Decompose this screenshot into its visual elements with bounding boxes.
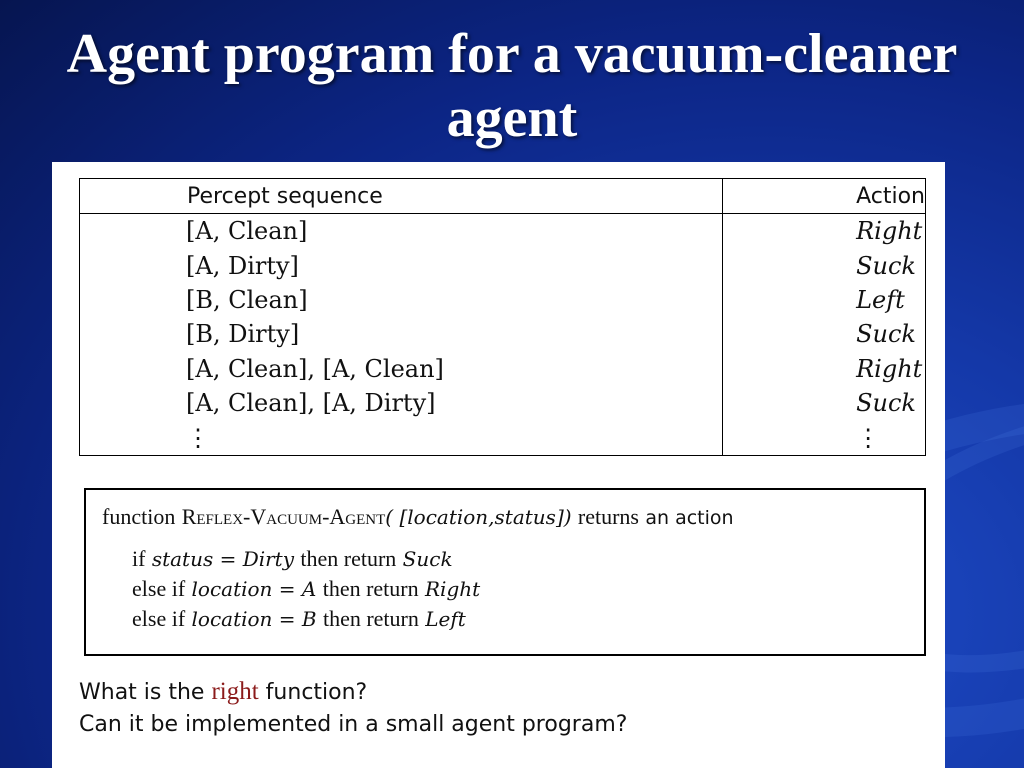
- keyword-function: function: [102, 504, 176, 529]
- table-row: [80, 317, 926, 351]
- accent-word-right: right: [211, 678, 259, 705]
- keyword: then return: [322, 576, 419, 601]
- condition: status = Dirty: [151, 547, 295, 571]
- action-cell: Right: [856, 354, 923, 383]
- percept-cell: [A, Clean]: [80, 214, 723, 249]
- code-line: [132, 606, 466, 632]
- code-line: [132, 546, 453, 572]
- action-cell: Left: [856, 285, 905, 314]
- action-cell: Suck: [856, 320, 916, 349]
- table-row: [80, 283, 926, 317]
- return-value: Left: [425, 607, 466, 631]
- keyword-returns: returns: [577, 504, 639, 529]
- slide-title: Agent program for a vacuum-cleaner agent: [66, 23, 958, 149]
- keyword: then return: [322, 606, 419, 631]
- function-args: ( [location,status]): [385, 505, 572, 529]
- header-percept-sequence: Percept sequence: [80, 179, 723, 214]
- question-text: function?: [258, 680, 368, 705]
- condition: location = B: [191, 607, 317, 631]
- table-row: [80, 248, 926, 282]
- table-row: [80, 386, 926, 420]
- percept-action-table: [79, 178, 926, 456]
- question-small-program: Can it be implemented in a small agent program?: [79, 712, 628, 737]
- table-row: [80, 420, 926, 455]
- table-row: [80, 214, 926, 249]
- percept-cell: [A, Clean], [A, Clean]: [80, 352, 723, 386]
- percept-ellipsis: ⋮: [80, 420, 723, 455]
- header-action: Action: [723, 179, 926, 214]
- question-text: What is the: [79, 680, 212, 705]
- percept-cell: [A, Clean], [A, Dirty]: [80, 386, 723, 420]
- function-signature: [102, 504, 734, 530]
- return-value: Right: [424, 577, 481, 601]
- keyword: else if: [132, 606, 186, 631]
- action-cell: Suck: [856, 389, 916, 418]
- keyword: if: [132, 546, 146, 571]
- percept-cell: [A, Dirty]: [80, 248, 723, 282]
- table-row: [80, 352, 926, 386]
- return-value: Suck: [402, 547, 453, 571]
- question-right-function: [79, 678, 367, 706]
- returns-type: an action: [645, 507, 734, 529]
- action-cell: Suck: [856, 251, 916, 280]
- action-ellipsis: ⋮: [856, 423, 881, 452]
- condition: location = A: [191, 577, 317, 601]
- function-pseudocode-box: [84, 488, 926, 656]
- percept-cell: [B, Dirty]: [80, 317, 723, 351]
- percept-cell: [B, Clean]: [80, 283, 723, 317]
- code-line: [132, 576, 480, 602]
- keyword: then return: [300, 546, 397, 571]
- action-cell: Right: [856, 217, 923, 246]
- table-header-row: [80, 179, 926, 214]
- keyword: else if: [132, 576, 186, 601]
- function-name: Reflex-Vacuum-Agent: [181, 504, 386, 529]
- content-panel: [52, 162, 945, 768]
